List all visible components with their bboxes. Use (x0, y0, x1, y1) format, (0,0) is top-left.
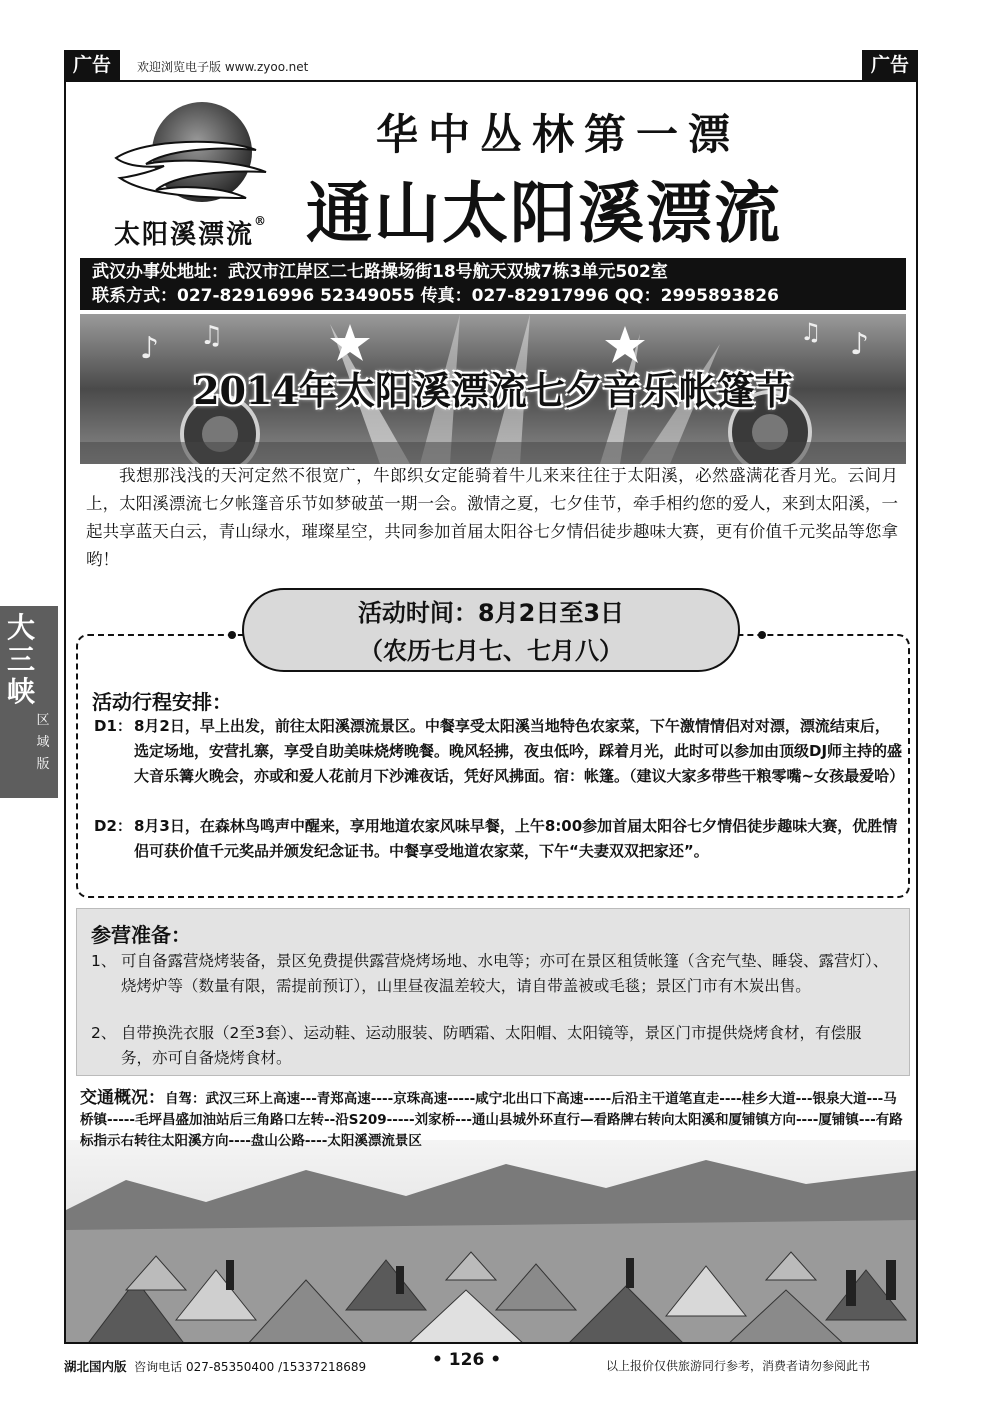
brand-title: 通山太阳溪漂流 (306, 175, 782, 252)
contact-info: 联系方式：027-82916996 52349055 传真：027-82917996 QQ：2995893826 (92, 286, 779, 306)
ad-label-left: 广告 (64, 50, 120, 80)
day-key: D1： (94, 717, 132, 735)
advert-frame (64, 80, 918, 1344)
region-name: 大三峡 (6, 611, 35, 708)
ad-label-right: 广告 (862, 50, 918, 80)
footer-phone: 咨询电话 027-85350400 /15337218689 (134, 1360, 367, 1374)
intro-paragraph: 我想那浅浅的天河定然不很宽广，牛郎织女定能骑着牛儿来来往往于太阳溪，必然盛满花香月光。云间月上，太阳溪漂流七夕帐篷音乐节如梦破茧一期一会。激情之夏，七夕佳节，牵手相约您的爱人，来到太阳溪，一起共享蓝天白云，青山绿水，璀璨星空，共同参加首届太阳谷七夕情侣徒步趣味大赛，更有价值千元奖品等您拿哟！ (86, 466, 898, 569)
campsite-photo (66, 1140, 918, 1344)
footer-disclaimer: 以上报价仅供旅游同行参考，消费者请勿参阅此书 (606, 1359, 871, 1373)
sun-river-logo-icon (106, 98, 276, 216)
prep-text: 自带换洗衣服（2至3套）、运动鞋、运动服装、防晒霜、太阳帽、太阳镜等，景区门市提供烧烤食材，有偿服务，亦可自备烧烤食材。 (121, 1024, 862, 1067)
welcome-text: 欢迎浏览电子版 www.zyoo.net (137, 60, 309, 74)
itinerary-title: 活动行程安排： (92, 690, 232, 714)
day-key: D2： (94, 817, 132, 835)
prep-num: 2、 (91, 1024, 117, 1042)
region-side-tab (0, 606, 58, 798)
svg-text:♫: ♫ (200, 321, 224, 351)
divider-dot (758, 631, 766, 639)
svg-text:♫: ♫ (800, 318, 822, 346)
registered-mark: ® (254, 214, 268, 228)
logo-text: 太阳溪漂流® (113, 214, 268, 250)
itinerary-day (94, 714, 904, 789)
prep-item (91, 1021, 891, 1071)
event-time-lunar: （农历七月七、七月八） (359, 637, 623, 665)
festival-title: 2014年太阳溪漂流七夕音乐帐篷节 (193, 368, 793, 413)
itinerary-box (76, 634, 910, 898)
traffic-title: 交通概况： (80, 1088, 165, 1108)
footer-edition: 湖北国内版 (64, 1359, 127, 1374)
footer-contact (64, 1357, 366, 1375)
prep-title: 参营准备： (91, 923, 191, 947)
day-text: 8月2日，早上出发，前往太阳溪漂流景区。中餐享受太阳溪当地特色农家菜，下午激情情侣对对漂，漂流结束后，选定场地，安营扎寨，享受自助美味烧烤晚餐。晚风轻拂，夜虫低吟，踩着月光，此时可以参加由顶级DJ师主持的盛大音乐篝火晚会，亦或和爱人花前月下沙滩夜话，凭好风拂面。宿：帐篷。（建议大家多带些干粮零嘴~女孩最爱哈） (134, 717, 905, 785)
event-time-date: 活动时间：8月2日至3日 (357, 599, 625, 627)
svg-text:♪: ♪ (850, 327, 870, 362)
logo (86, 92, 296, 252)
svg-text:♪: ♪ (140, 331, 160, 366)
slogan: 华中丛林第一漂 (376, 110, 741, 159)
edition-label: 区域版 (36, 713, 50, 772)
prep-num: 1、 (91, 952, 117, 970)
event-time (242, 588, 740, 672)
itinerary-day (94, 814, 904, 864)
prep-text: 可自备露营烧烤装备，景区免费提供露营烧烤场地、水电等；亦可在景区租赁帐篷（含充气垫、睡袋、露营灯）、烧烤炉等（数量有限，需提前预订），山里昼夜温差较大，请自带盖被或毛毯；景区门市有木炭出售。 (121, 952, 889, 995)
office-address: 武汉办事处地址：武汉市江岸区二七路操场街18号航天双城7栋3单元502室 (92, 262, 668, 282)
page-number: • 126 • (432, 1350, 502, 1370)
camp-prep-box (76, 908, 910, 1076)
divider-dot (228, 631, 236, 639)
traffic-text: 自驾：武汉三环上高速---青郑高速----京珠高速-----咸宁北出口下高速-----后沿主干道笔直走----桂乡大道---银泉大道---马桥镇-----毛坪昌盛加油站后三角路口左转--沿S209-----刘家桥---通山县城外环直行—看路牌右转向太阳溪和厦铺镇方向----厦铺镇---有路标指示右转往太阳溪方向----盘山公路----太阳溪漂流景区 (80, 1091, 903, 1149)
traffic-info (80, 1088, 906, 1152)
prep-item (91, 949, 891, 999)
festival-banner (80, 314, 906, 464)
contact-bar (80, 258, 906, 310)
day-text: 8月3日，在森林鸟鸣声中醒来，享用地道农家风味早餐，上午8:00参加首届太阳谷七夕情侣徒步趣味大赛，优胜情侣可获价值千元奖品并颁发纪念证书。中餐享受地道农家菜，下午“夫妻双双把家还”。 (134, 817, 898, 860)
